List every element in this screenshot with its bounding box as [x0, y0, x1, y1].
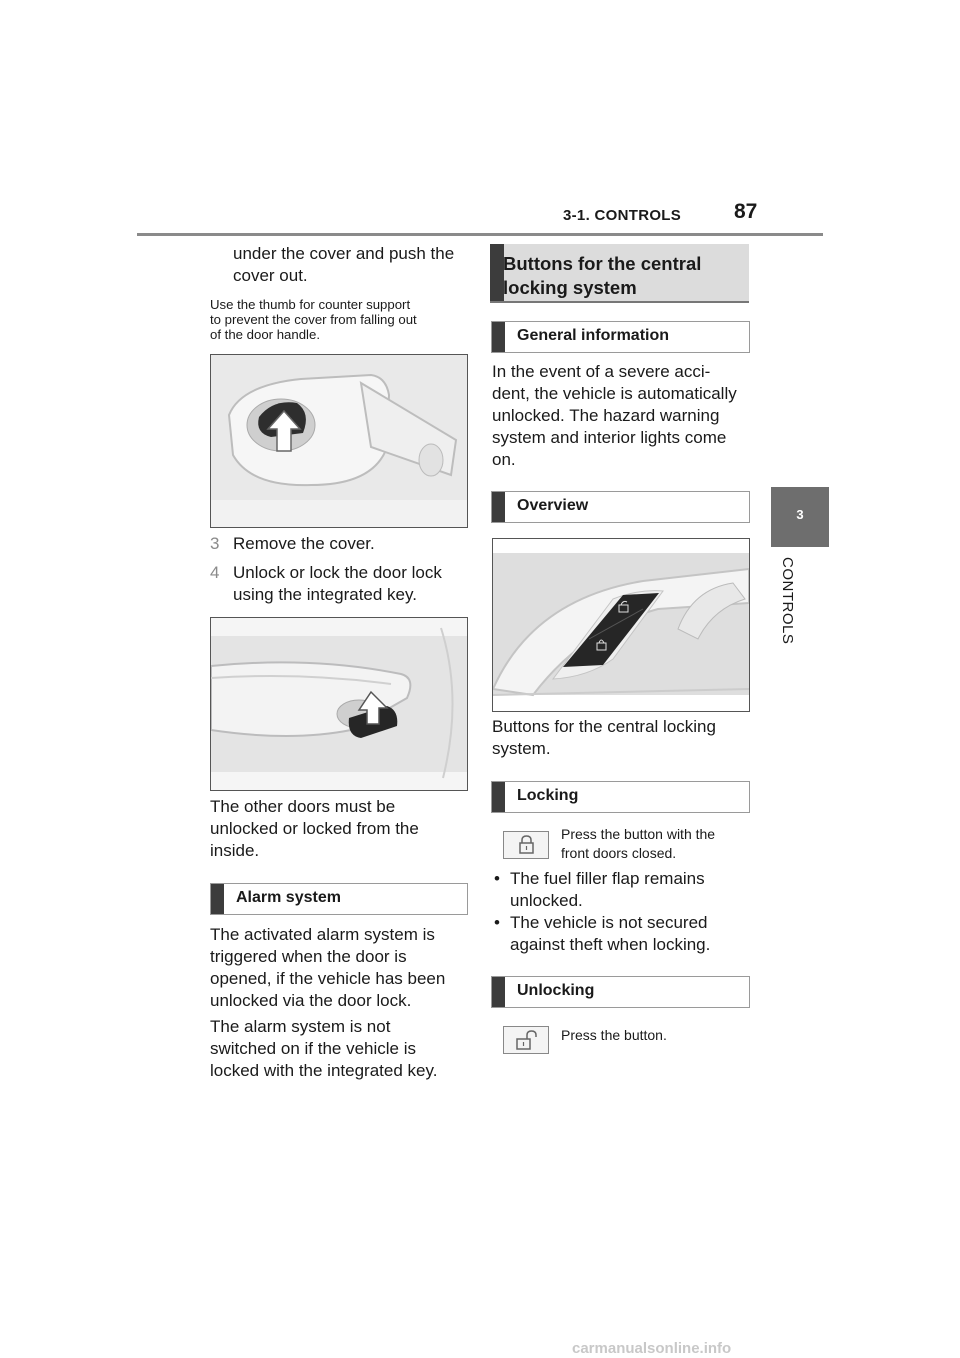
step-3-text: Remove the cover. — [233, 534, 375, 553]
general-information-heading: General information — [491, 321, 750, 353]
alarm-paragraph-2: The alarm system is not switched on if the vehicle is locked with the integrated key. — [210, 1017, 438, 1080]
chapter-number: 3 — [796, 507, 804, 522]
list-item: • The vehicle is not secured against theft when locking. — [494, 913, 711, 954]
note-text: Use the thumb for counter support to prevent the cover from falling out of the door handle. — [210, 297, 417, 342]
continued-text-line: cover out. — [233, 266, 308, 285]
general-information-text: In the event of a severe acci- dent, the vehicle is automatically unlocked. The hazard warning system and interior lights come on. — [492, 362, 737, 469]
header-rule — [137, 233, 823, 236]
locking-bullet-list — [492, 868, 752, 956]
door-handle-key-illustration — [210, 617, 468, 791]
unlocking-note: Press the button. — [561, 1027, 667, 1043]
locking-heading: Locking — [491, 781, 750, 813]
other-doors-text: The other doors must be unlocked or locked from the inside. — [210, 797, 419, 860]
continued-text-line: under the cover and push the — [233, 244, 455, 263]
overview-heading: Overview — [491, 491, 750, 523]
list-item: • The fuel filler flap remains unlocked. — [494, 869, 705, 910]
overview-caption: Buttons for the central locking system. — [492, 717, 716, 758]
central-locking-buttons-illustration — [492, 538, 750, 712]
unlocking-heading: Unlocking — [491, 976, 750, 1008]
unlock-button-icon — [503, 1026, 549, 1054]
lock-button-icon — [503, 831, 549, 859]
step-4: 4 — [210, 563, 220, 582]
step-4-text: Unlock or lock the door lock using the integrated key. — [233, 563, 442, 604]
alarm-system-heading: Alarm system — [210, 883, 468, 915]
step-3: 3 — [210, 534, 220, 553]
locking-note: Press the button with the front doors closed. — [561, 826, 716, 861]
alarm-paragraph-1: The activated alarm system is triggered when the door is opened, if the vehicle has been unlocked via the door lock. — [210, 925, 446, 1010]
page-number: 87 — [734, 200, 758, 223]
chapter-label: CONTROLS — [779, 557, 796, 645]
door-handle-cover-illustration — [210, 354, 468, 528]
central-locking-main-heading: Buttons for the central locking system — [490, 244, 749, 303]
watermark: carmanualsonline.info — [572, 1340, 732, 1357]
section-title: 3-1. CONTROLS — [563, 207, 682, 224]
